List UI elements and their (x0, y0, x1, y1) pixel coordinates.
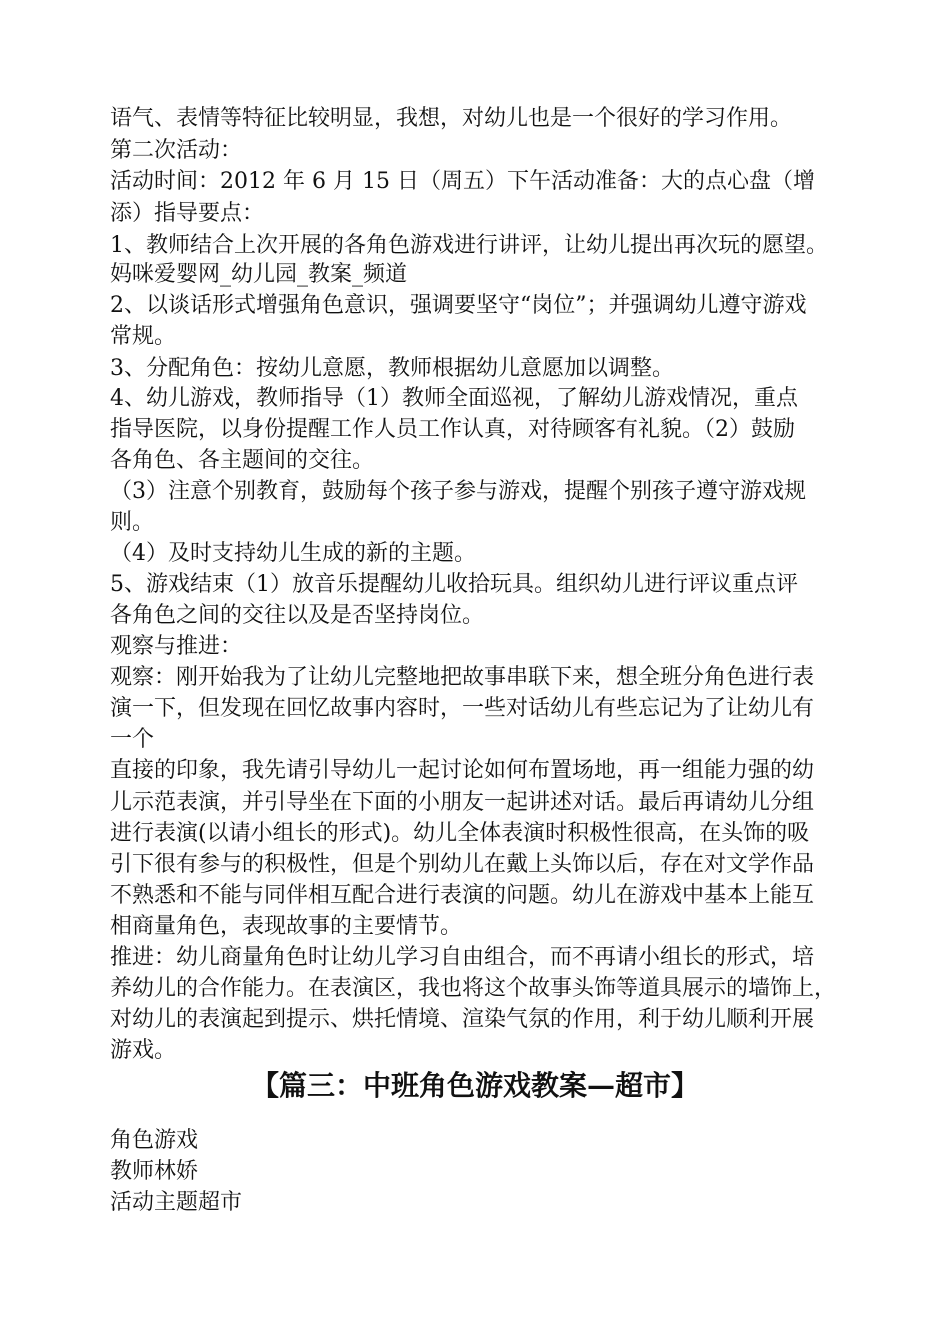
text-line: 一个 (110, 727, 155, 752)
text-line: 语气、表情等特征比较明显，我想，对幼儿也是一个很好的学习作用。 (110, 106, 793, 131)
text-line: 相商量角色，表现故事的主要情节。 (110, 914, 463, 939)
section-heading: 【篇三：中班角色游戏教案—超市】 (250, 1069, 699, 1102)
text-line: 游戏。 (110, 1038, 177, 1063)
text-line: 引下很有参与的积极性，但是个别幼儿在戴上头饰以后，存在对文学作品 (110, 852, 815, 877)
text-line: 角色游戏 (110, 1128, 199, 1153)
text-line: 常规。 (110, 324, 177, 349)
text-line: 各角色之间的交往以及是否坚持岗位。 (110, 603, 485, 628)
text-line: 2、以谈话形式增强角色意识，强调要坚守“岗位”；并强调幼儿遵守游戏 (110, 293, 807, 318)
text-line: 指导医院，以身份提醒工作人员工作认真，对待顾客有礼貌。（2）鼓励 (110, 417, 795, 442)
text-line: 妈咪爱婴网_幼儿园_教案_频道 (110, 262, 408, 287)
text-line: 则。 (110, 510, 155, 535)
text-line: 观察：刚开始我为了让幼儿完整地把故事串联下来，想全班分角色进行表 (110, 665, 815, 690)
text-line: 4、幼儿游戏，教师指导（1）教师全面巡视，了解幼儿游戏情况，重点 (110, 386, 798, 411)
text-line: 添）指导要点： (110, 201, 265, 226)
text-line: 教师林娇 (110, 1159, 199, 1184)
text-line: 观察与推进： (110, 634, 243, 659)
text-line: 第二次活动： (110, 138, 243, 163)
text-line: 演一下，但发现在回忆故事内容时，一些对话幼儿有些忘记为了让幼儿有 (110, 696, 815, 721)
text-line: 活动时间：2012 年 6 月 15 日（周五）下午活动准备：大的点心盘（增 (110, 169, 815, 194)
text-line: 推进：幼儿商量角色时让幼儿学习自由组合，而不再请小组长的形式，培 (110, 945, 815, 970)
text-line: 儿示范表演，并引导坐在下面的小朋友一起讲述对话。最后再请幼儿分组 (110, 790, 815, 815)
text-line: 各角色、各主题间的交往。 (110, 448, 375, 473)
text-line: 进行表演(以请小组长的形式)。幼儿全体表演时积极性很高，在头饰的吸 (110, 821, 810, 846)
text-line: 5、游戏结束（1）放音乐提醒幼儿收拾玩具。组织幼儿进行评议重点评 (110, 572, 798, 597)
text-line: 3、分配角色：按幼儿意愿，教师根据幼儿意愿加以调整。 (110, 356, 674, 381)
text-line: 直接的印象，我先请引导幼儿一起讨论如何布置场地，再一组能力强的幼 (110, 758, 815, 783)
text-line: 活动主题超市 (110, 1190, 243, 1215)
text-line: 1、教师结合上次开展的各角色游戏进行讲评，让幼儿提出再次玩的愿望。 (110, 233, 828, 258)
text-line: 养幼儿的合作能力。在表演区，我也将这个故事头饰等道具展示的墙饰上， (110, 976, 837, 1001)
text-line: （3）注意个别教育，鼓励每个孩子参与游戏，提醒个别孩子遵守游戏规 (110, 479, 806, 504)
text-line: 对幼儿的表演起到提示、烘托情境、渲染气氛的作用，利于幼儿顺利开展 (110, 1007, 815, 1032)
text-line: （4）及时支持幼儿生成的新的主题。 (110, 541, 476, 566)
text-line: 不熟悉和不能与同伴相互配合进行表演的问题。幼儿在游戏中基本上能互 (110, 883, 815, 908)
